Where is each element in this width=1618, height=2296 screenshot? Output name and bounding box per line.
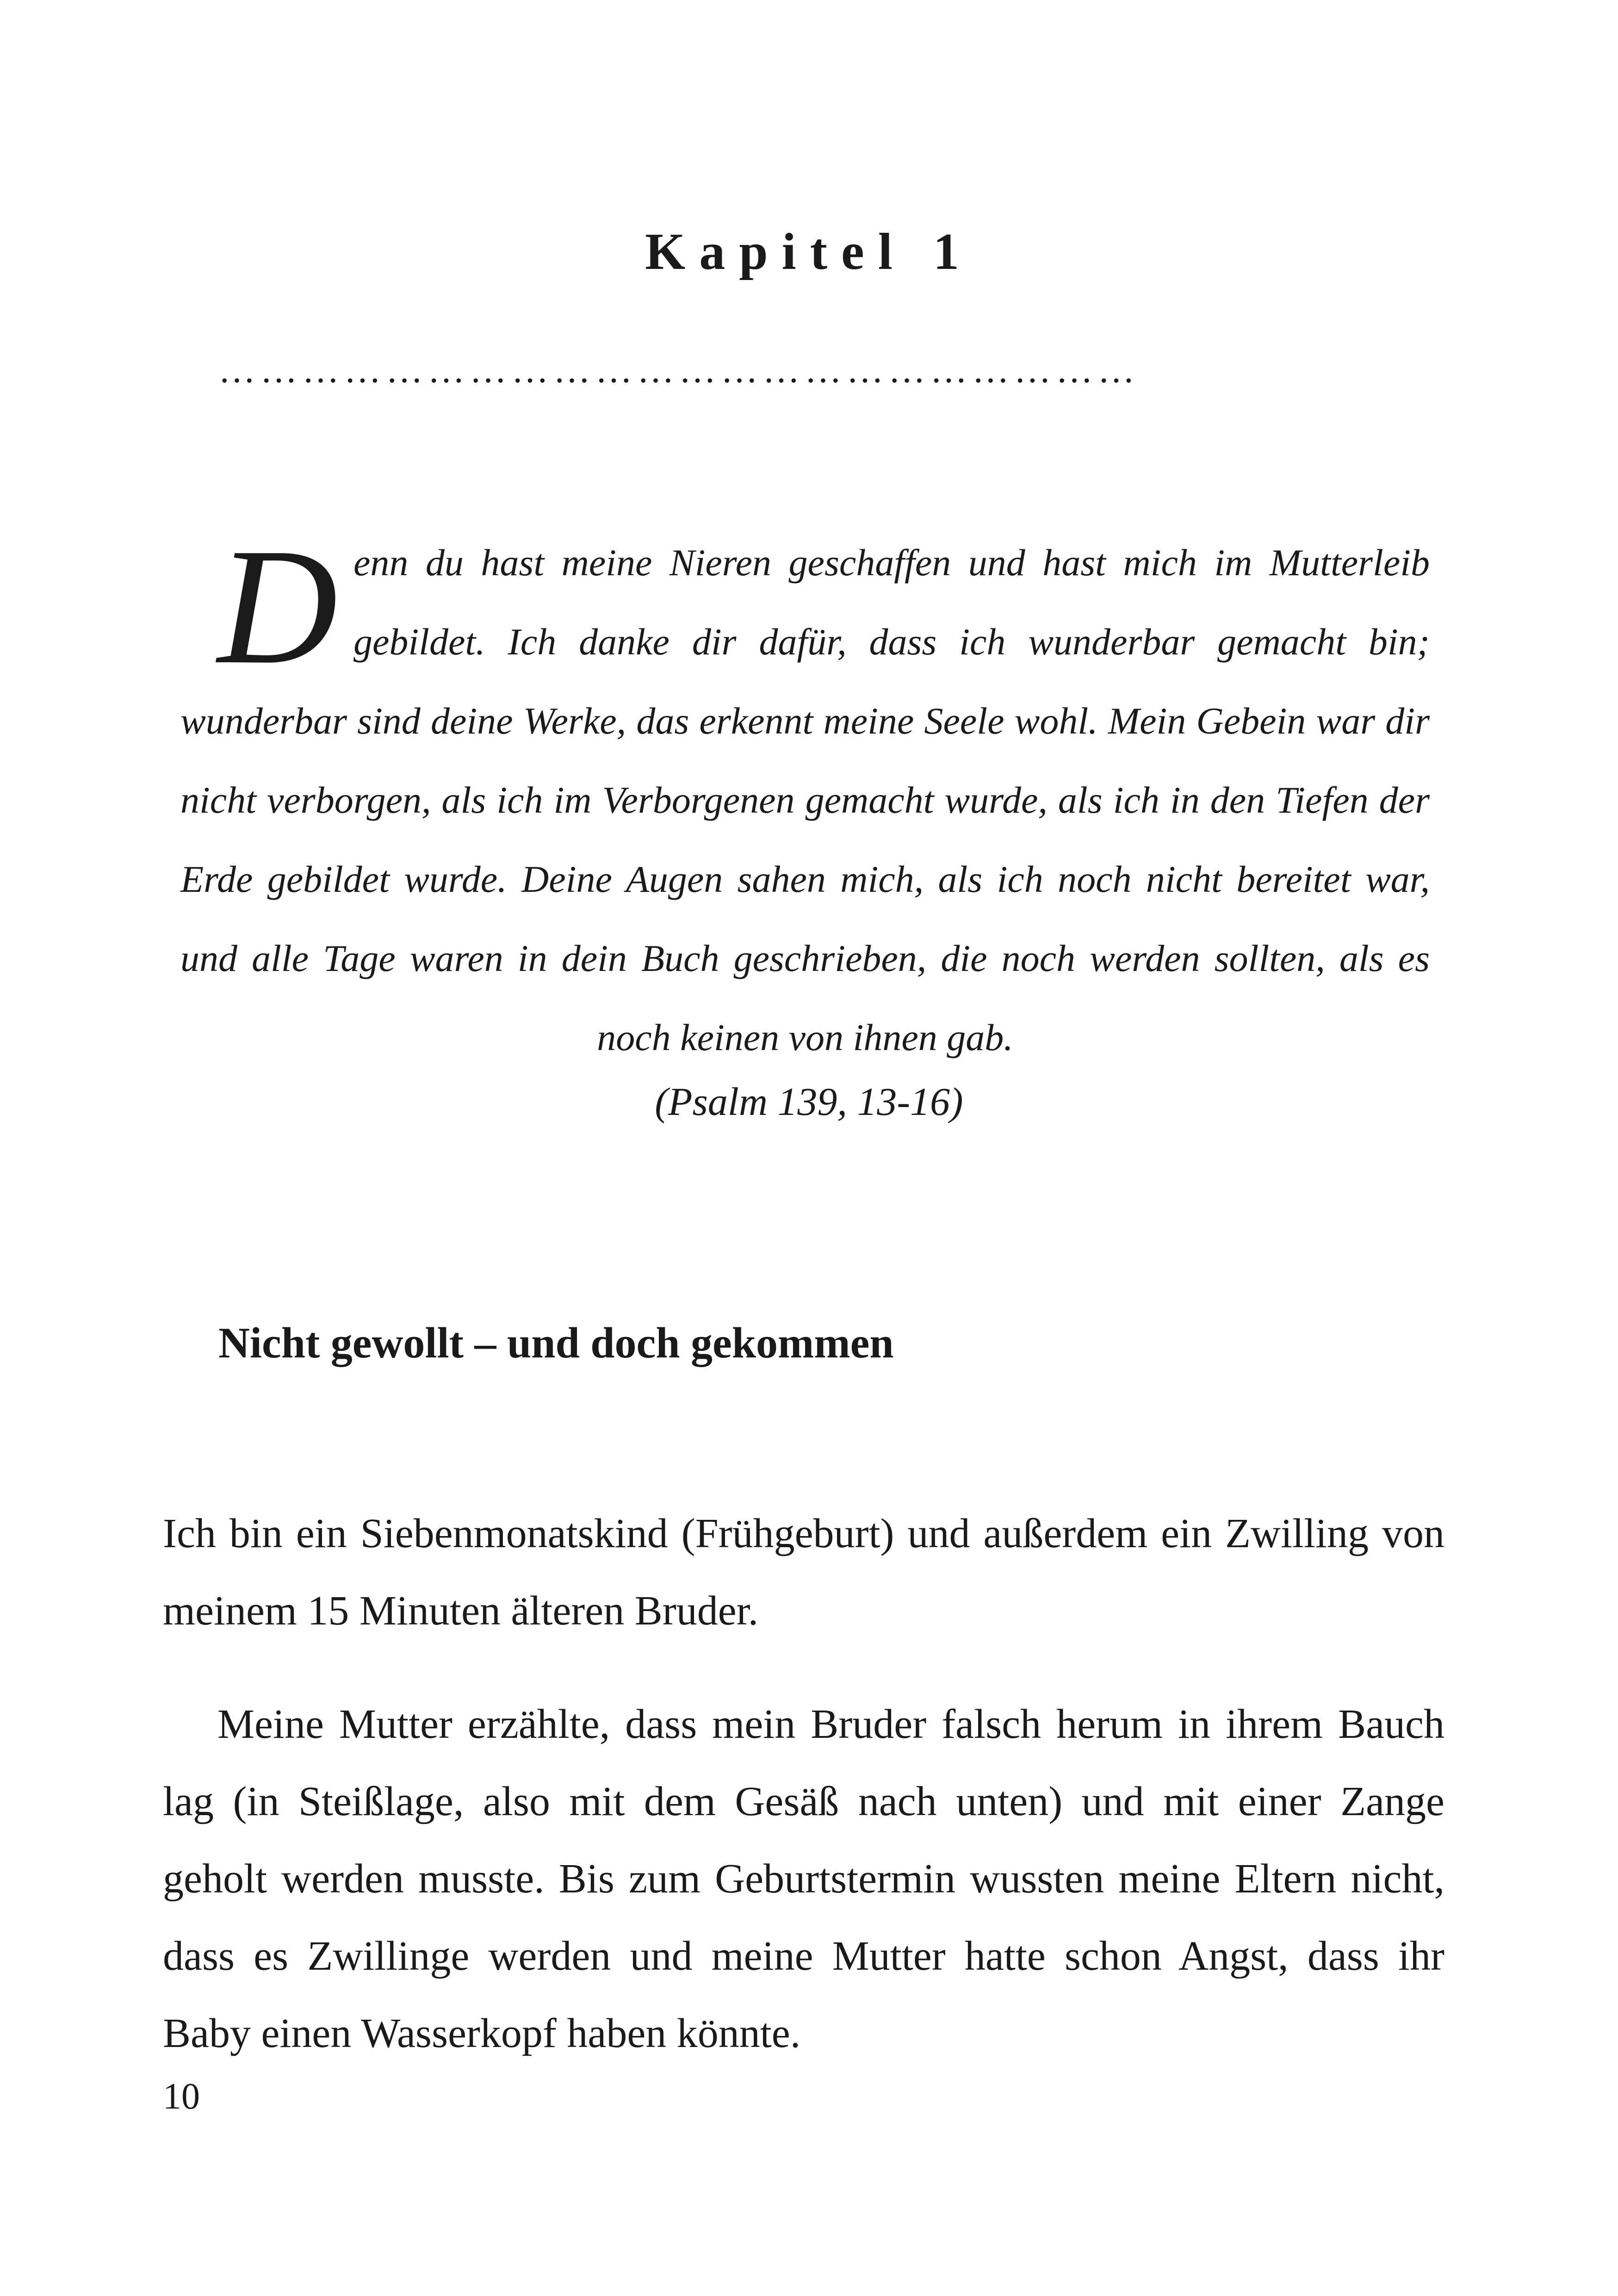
epigraph-source: (Psalm 139, 13-16) [655, 1079, 963, 1124]
epigraph-quote [180, 514, 1430, 1077]
body-paragraph: Ich bin ein Siebenmonatskind (Frühgeburt) und außerdem ein Zwilling von meinem 15 Minuten älteren Bruder. [163, 1511, 1444, 1634]
page-number: 10 [163, 2076, 200, 2117]
drop-cap: D [217, 514, 338, 698]
epigraph-text: enn du hast meine Nieren geschaffen und hast mich im Mutterleib gebildet. Ich danke dir dafür, dass ich wunderbar gemacht bin; wunderbar sind deine Werke, das erkennt meine Seele wohl. Mein Gebein war dir nicht verborgen, als ich im Verborgenen gemacht wurde, als ich in den Tiefen der Erde gebildet wurde. Deine Augen sahen mich, als ich noch nicht bereitet war, und alle Tage waren in dein Buch geschrieben, die noch werden sollten, als es noch keinen von ihnen gab. [180, 541, 1430, 1058]
body-text [163, 1495, 1444, 2072]
dotted-divider: ………………………………………………………… [218, 356, 1140, 384]
section-heading: Nicht gewollt – und doch gekommen [218, 1319, 894, 1367]
chapter-title: Kapitel 1 [645, 223, 973, 280]
body-paragraph: Meine Mutter erzählte, dass mein Bruder falsch herum in ihrem Bauch lag (in Steißlage, also mit dem Gesäß nach unten) und mit einer Zange geholt werden musste. Bis zum Geburtstermin wussten meine Eltern nicht, dass es Zwillinge werden und meine Mutter hatte schon Angst, dass ihr Baby einen Wasserkopf haben könnte. [163, 1701, 1444, 2056]
